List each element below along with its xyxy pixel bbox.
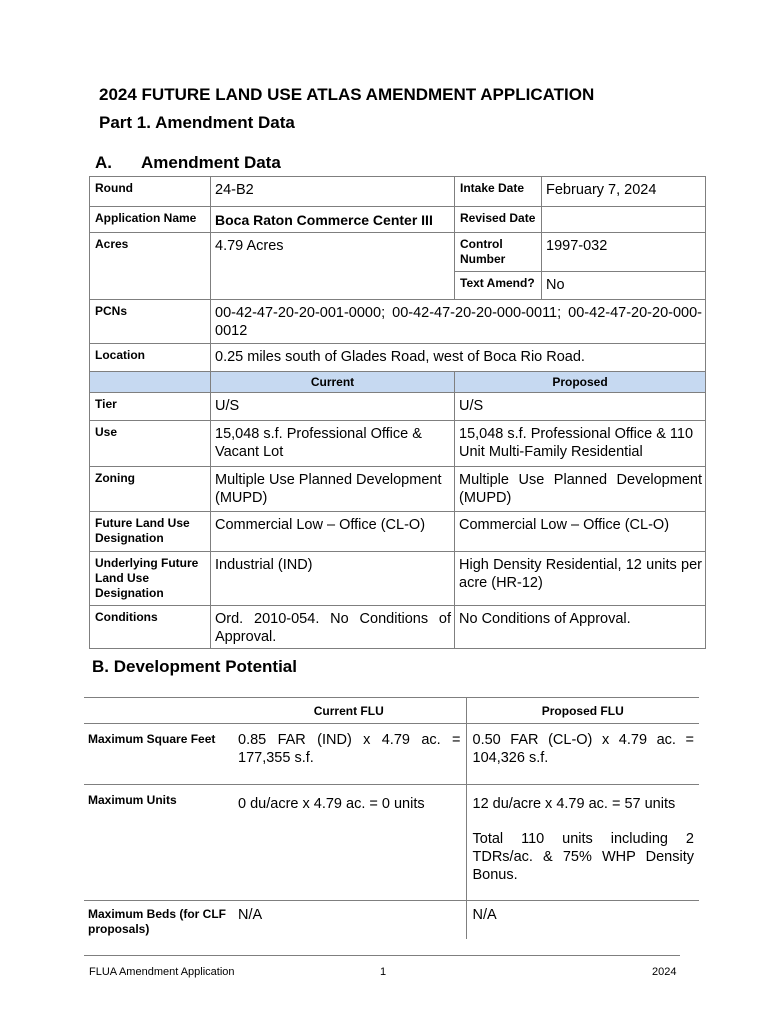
table-row [90, 300, 706, 344]
max-beds-proposed: N/A [466, 901, 699, 939]
revised-date-label: Revised Date [455, 207, 542, 233]
table-row [90, 421, 706, 467]
row-label: Underlying Future Land Use Designation [90, 552, 211, 606]
table-row [90, 233, 706, 272]
max-square-feet-proposed: 0.50 FAR (CL-O) x 4.79 ac. = 104,326 s.f. [466, 724, 699, 785]
max-units-proposed-cell [466, 785, 699, 901]
development-potential-table [84, 697, 699, 939]
footer-year: 2024 [652, 966, 677, 978]
current-value: 15,048 s.f. Professional Office & Vacant Lot [211, 421, 455, 467]
revised-date-value [542, 207, 706, 233]
row-label: Future Land Use Designation [90, 512, 211, 552]
table-row [90, 207, 706, 233]
current-value: Multiple Use Planned Development (MUPD) [211, 467, 455, 512]
acres-value: 4.79 Acres [211, 233, 455, 300]
row-label: Tier [90, 393, 211, 421]
table-row [90, 606, 706, 649]
text-amend-label: Text Amend? [455, 272, 542, 300]
acres-label: Acres [90, 233, 211, 300]
max-square-feet-label: Maximum Square Feet [84, 724, 232, 785]
footer-left: FLUA Amendment Application [89, 966, 235, 978]
section-a-title: Amendment Data [141, 153, 281, 172]
page-number: 1 [380, 966, 387, 978]
proposed-value: Commercial Low – Office (CL-O) [455, 512, 706, 552]
max-beds-label: Maximum Beds (for CLF proposals) [88, 907, 227, 936]
row-label: Zoning [90, 467, 211, 512]
intake-date-value: February 7, 2024 [542, 177, 706, 207]
column-header-proposed-flu: Proposed FLU [466, 698, 699, 724]
footer-divider [84, 955, 680, 956]
table-row [90, 512, 706, 552]
table-row [90, 393, 706, 421]
table-row [90, 467, 706, 512]
control-number-value: 1997-032 [542, 233, 706, 272]
table-header-row [90, 372, 706, 393]
application-name-label: Application Name [90, 207, 211, 233]
application-name-value: Boca Raton Commerce Center III [211, 207, 455, 233]
max-units-current: 0 du/acre x 4.79 ac. = 0 units [232, 785, 466, 901]
current-value: Commercial Low – Office (CL-O) [211, 512, 455, 552]
max-units-proposed-note: Total 110 units including 2 TDRs/ac. & 75% WHP Density Bonus. [472, 831, 694, 883]
row-label: Use [90, 421, 211, 467]
max-units-label: Maximum Units [84, 785, 232, 901]
table-row [84, 901, 699, 939]
proposed-value: High Density Residential, 12 units per acre (HR-12) [455, 552, 706, 606]
header-blank-cell [90, 372, 211, 393]
max-beds-current: N/A [238, 907, 263, 923]
header-blank-cell [84, 698, 232, 724]
current-value: Industrial (IND) [211, 552, 455, 606]
round-label: Round [90, 177, 211, 207]
column-header-current-flu: Current FLU [232, 698, 466, 724]
column-header-proposed: Proposed [455, 372, 706, 393]
intake-date-label: Intake Date [455, 177, 542, 207]
text-amend-value: No [542, 272, 706, 300]
row-label: Conditions [90, 606, 211, 649]
max-square-feet-current: 0.85 FAR (IND) x 4.79 ac. = 177,355 s.f. [232, 724, 466, 785]
table-row [90, 552, 706, 606]
control-number-label: Control Number [455, 233, 542, 272]
pcns-label: PCNs [90, 300, 211, 344]
location-label: Location [90, 344, 211, 372]
column-header-current: Current [211, 372, 455, 393]
proposed-value: U/S [455, 393, 706, 421]
table-header-row [84, 698, 699, 724]
current-value: U/S [211, 393, 455, 421]
table-row [84, 785, 699, 901]
round-value: 24-B2 [211, 177, 455, 207]
proposed-value: 15,048 s.f. Professional Office & 110 Unit Multi-Family Residential [455, 421, 706, 467]
document-title: 2024 FUTURE LAND USE ATLAS AMENDMENT APPLICATION [99, 85, 595, 104]
pcns-value: 00-42-47-20-20-001-0000; 00-42-47-20-20-000-0011; 00-42-47-20-20-000-0012 [211, 300, 706, 344]
current-value: Ord. 2010-054. No Conditions of Approval. [211, 606, 455, 649]
proposed-value: No Conditions of Approval. [455, 606, 706, 649]
max-units-proposed: 12 du/acre x 4.79 ac. = 57 units [472, 796, 676, 812]
section-a-letter: A. [95, 153, 112, 172]
section-b-title: B. Development Potential [92, 657, 297, 676]
table-row [90, 177, 706, 207]
amendment-data-table [89, 176, 706, 649]
part-title: Part 1. Amendment Data [99, 113, 295, 132]
proposed-value: Multiple Use Planned Development (MUPD) [455, 467, 706, 512]
table-row [90, 344, 706, 372]
table-row [84, 724, 699, 785]
location-value: 0.25 miles south of Glades Road, west of Boca Rio Road. [211, 344, 706, 372]
